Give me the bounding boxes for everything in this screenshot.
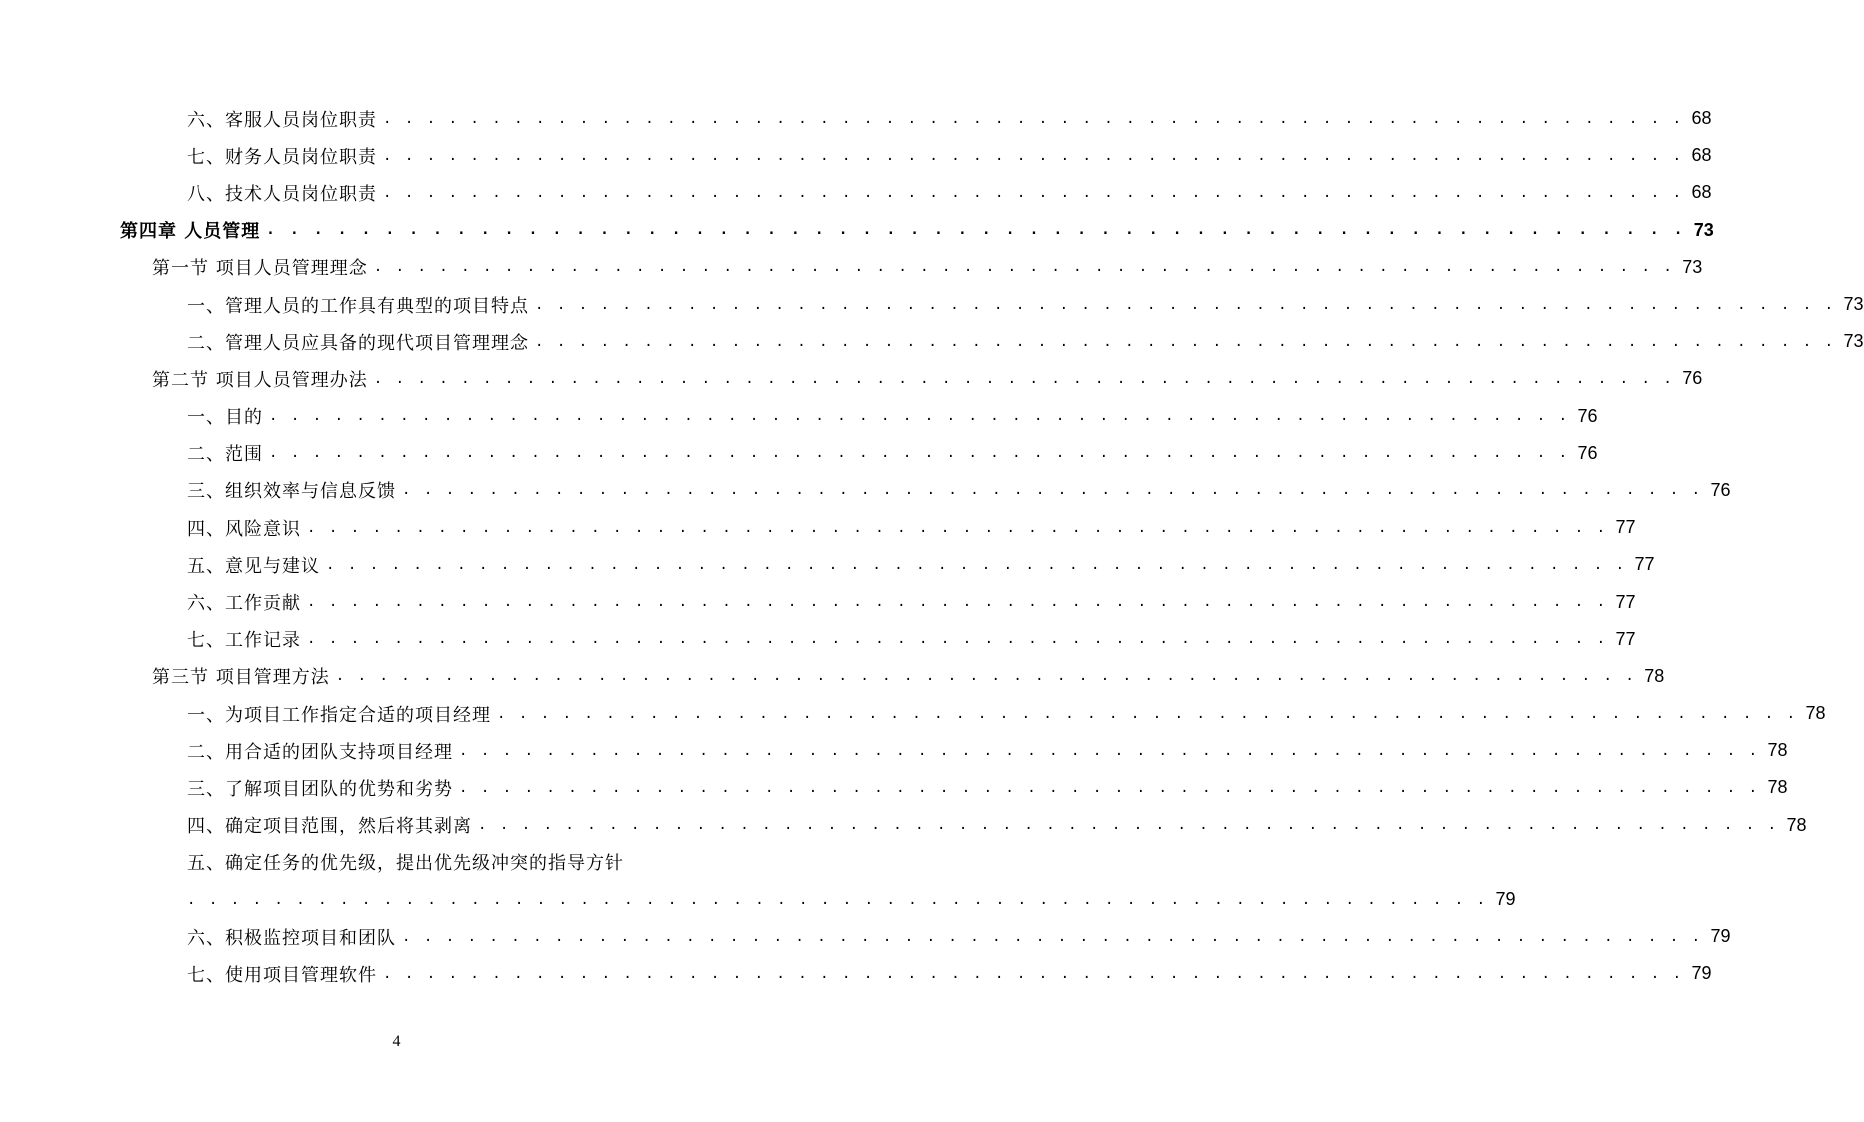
toc-section[interactable] <box>0 249 1703 286</box>
toc-entry-title: 四、风险意识 <box>187 518 301 540</box>
toc-entry[interactable] <box>0 695 1826 732</box>
toc-entry-page: 76 <box>1710 479 1731 500</box>
toc-entry-page: 79 <box>1710 926 1731 947</box>
dot-leader: . . . . . . . . . . . . . . . . . . . . . . . . . . . . . . . . . . . . . . . . . . . . . . . . . . . . . . . . . . . . <box>373 259 1675 276</box>
toc-entry[interactable] <box>0 174 1712 211</box>
toc-entry-page: 76 <box>1577 405 1598 426</box>
toc-entry-title: 六、工作贡献 <box>187 593 301 615</box>
toc-entry-title: 三、组织效率与信息反馈 <box>187 481 396 503</box>
toc-entry-page: 78 <box>1767 740 1788 761</box>
toc-entry-title: 七、财务人员岗位职责 <box>187 146 377 168</box>
dot-leader: . . . . . . . . . . . . . . . . . . . . . . . . . . . . . . . . . . . . . . . . . . . . . . . . . . . . . . . . . . . . <box>478 817 1779 834</box>
dot-leader: . . . . . . . . . . . . . . . . . . . . . . . . . . . . . . . . . . . . . . . . . . . . . . . . . . . . . . . . . . . . <box>326 556 1627 573</box>
toc-entry[interactable] <box>0 583 1636 620</box>
toc-entry-page: 73 <box>1693 219 1714 240</box>
toc-entry-page: 73 <box>1843 294 1864 315</box>
toc-entry-title: 七、工作记录 <box>187 630 301 652</box>
toc-entry[interactable] <box>0 769 1788 806</box>
dot-leader: . . . . . . . . . . . . . . . . . . . . . . . . . . . . . . . . . . . . . . . . . . . . . . . . . . . . . . . . . . . . <box>383 184 1684 201</box>
toc-entry[interactable] <box>0 509 1636 546</box>
toc-entry-title: 第四章 人员管理 <box>120 221 261 243</box>
toc-entry-title: 八、技术人员岗位职责 <box>187 183 377 205</box>
toc-section[interactable] <box>0 658 1665 695</box>
toc-entry-page: 77 <box>1615 628 1636 649</box>
toc-entry-page: 77 <box>1634 554 1655 575</box>
toc-entry-title: 六、客服人员岗位职责 <box>187 109 377 131</box>
dot-leader: . . . . . . . . . . . . . . . . . . . . . . . . . . . . . . . . . . . . . . . . . . . . . . . . . . . . . . . . . . . . <box>266 222 1686 239</box>
toc-entry[interactable] <box>0 807 1807 844</box>
dot-leader: . . . . . . . . . . . . . . . . . . . . . . . . . . . . . . . . . . . . . . . . . . . . . . . . . . . . . . . . . . . . <box>307 631 1608 648</box>
toc-entry-page: 78 <box>1805 703 1826 724</box>
toc-entry-title: 第一节 项目人员管理理念 <box>152 258 368 280</box>
toc-entry-page: 79 <box>1691 963 1712 984</box>
dot-leader: . . . . . . . . . . . . . . . . . . . . . . . . . . . . . . . . . . . . . . . . . . . . . . . . . . . . . . . . . . . . <box>383 110 1684 127</box>
toc-entry-title: 一、目的 <box>187 407 263 429</box>
toc-entry-title: 二、范围 <box>187 444 263 466</box>
toc-entry[interactable] <box>0 100 1712 137</box>
toc-entry-page: 78 <box>1786 814 1807 835</box>
dot-leader: . . . . . . . . . . . . . . . . . . . . . . . . . . . . . . . . . . . . . . . . . . . . . . . . . . . . . . . . . . . . <box>497 705 1798 722</box>
toc-entry-title: 五、确定任务的优先级，提出优先级冲突的指导方针 <box>187 853 624 875</box>
toc-entry[interactable] <box>0 546 1655 583</box>
toc-entry[interactable] <box>0 732 1788 769</box>
dot-leader: . . . . . . . . . . . . . . . . . . . . . . . . . . . . . . . . . . . . . . . . . . . . . . . . . . . . . . . . . . . . <box>335 668 1637 685</box>
dot-leader: . . . . . . . . . . . . . . . . . . . . . . . . . . . . . . . . . . . . . . . . . . . . . . . . . . . . . . . . . . . . <box>187 891 1488 908</box>
toc-entry-page: 76 <box>1577 442 1598 463</box>
toc-entry[interactable] <box>0 398 1598 435</box>
toc-entry-page: 78 <box>1644 665 1665 686</box>
table-of-contents <box>0 100 1864 993</box>
toc-entry[interactable] <box>0 286 1864 323</box>
dot-leader: . . . . . . . . . . . . . . . . . . . . . . . . . . . . . . . . . . . . . . . . . . . . . . . . . . . . . . . . . . . . <box>459 779 1760 796</box>
toc-entry-page: 73 <box>1682 256 1703 277</box>
toc-entry-title: 四、确定项目范围，然后将其剥离 <box>187 816 472 838</box>
toc-entry-title: 五、意见与建议 <box>187 555 320 577</box>
toc-entry[interactable] <box>0 435 1598 472</box>
toc-entry[interactable] <box>0 621 1636 658</box>
dot-leader: . . . . . . . . . . . . . . . . . . . . . . . . . . . . . . . . . . . . . . . . . . . . . . . . . . . . . . . . . . . . <box>402 482 1703 499</box>
dot-leader: . . . . . . . . . . . . . . . . . . . . . . . . . . . . . . . . . . . . . . . . . . . . . . . . . . . . . . . . . . . . <box>383 965 1684 982</box>
toc-entry[interactable] <box>0 472 1731 509</box>
dot-leader: . . . . . . . . . . . . . . . . . . . . . . . . . . . . . . . . . . . . . . . . . . . . . . . . . . . . . . . . . . . . <box>269 408 1570 425</box>
dot-leader: . . . . . . . . . . . . . . . . . . . . . . . . . . . . . . . . . . . . . . . . . . . . . . . . . . . . . . . . . . . . <box>307 594 1608 611</box>
toc-entry-title: 第二节 项目人员管理办法 <box>152 369 368 391</box>
toc-entry-title: 二、用合适的团队支持项目经理 <box>187 741 453 763</box>
toc-entry-page: 77 <box>1615 517 1636 538</box>
toc-entry[interactable] <box>0 137 1712 174</box>
toc-entry[interactable] <box>0 918 1731 955</box>
toc-entry[interactable] <box>0 323 1864 360</box>
toc-entry-title: 一、管理人员的工作具有典型的项目特点 <box>187 295 529 317</box>
dot-leader: . . . . . . . . . . . . . . . . . . . . . . . . . . . . . . . . . . . . . . . . . . . . . . . . . . . . . . . . . . . . <box>269 445 1570 462</box>
dot-leader: . . . . . . . . . . . . . . . . . . . . . . . . . . . . . . . . . . . . . . . . . . . . . . . . . . . . . . . . . . . . <box>535 333 1836 350</box>
toc-entry-page: 68 <box>1691 182 1712 203</box>
dot-leader: . . . . . . . . . . . . . . . . . . . . . . . . . . . . . . . . . . . . . . . . . . . . . . . . . . . . . . . . . . . . <box>402 928 1703 945</box>
page-number: 4 <box>392 1033 401 1050</box>
toc-entry-page: 73 <box>1843 331 1864 352</box>
dot-leader: . . . . . . . . . . . . . . . . . . . . . . . . . . . . . . . . . . . . . . . . . . . . . . . . . . . . . . . . . . . . <box>383 147 1684 164</box>
toc-entry-page: 68 <box>1691 145 1712 166</box>
toc-entry-title: 第三节 项目管理方法 <box>152 667 330 689</box>
dot-leader: . . . . . . . . . . . . . . . . . . . . . . . . . . . . . . . . . . . . . . . . . . . . . . . . . . . . . . . . . . . . <box>535 296 1836 313</box>
toc-entry-continuation[interactable] <box>0 881 1516 918</box>
toc-entry-page: 79 <box>1495 889 1516 910</box>
toc-entry-page: 78 <box>1767 777 1788 798</box>
toc-entry-title: 二、管理人员应具备的现代项目管理理念 <box>187 332 529 354</box>
toc-entry-title: 一、为项目工作指定合适的项目经理 <box>187 704 491 726</box>
toc-entry-title: 六、积极监控项目和团队 <box>187 927 396 949</box>
toc-entry-page: 76 <box>1682 368 1703 389</box>
dot-leader: . . . . . . . . . . . . . . . . . . . . . . . . . . . . . . . . . . . . . . . . . . . . . . . . . . . . . . . . . . . . <box>459 742 1760 759</box>
toc-chapter[interactable] <box>0 212 1714 249</box>
toc-entry-page: 77 <box>1615 591 1636 612</box>
toc-entry[interactable] <box>0 844 793 881</box>
dot-leader: . . . . . . . . . . . . . . . . . . . . . . . . . . . . . . . . . . . . . . . . . . . . . . . . . . . . . . . . . . . . <box>373 370 1675 387</box>
toc-entry[interactable] <box>0 955 1712 992</box>
toc-section[interactable] <box>0 360 1703 397</box>
toc-entry-title: 三、了解项目团队的优势和劣势 <box>187 778 453 800</box>
toc-entry-page: 68 <box>1691 108 1712 129</box>
dot-leader: . . . . . . . . . . . . . . . . . . . . . . . . . . . . . . . . . . . . . . . . . . . . . . . . . . . . . . . . . . . . <box>307 519 1608 536</box>
toc-entry-title: 七、使用项目管理软件 <box>187 964 377 986</box>
